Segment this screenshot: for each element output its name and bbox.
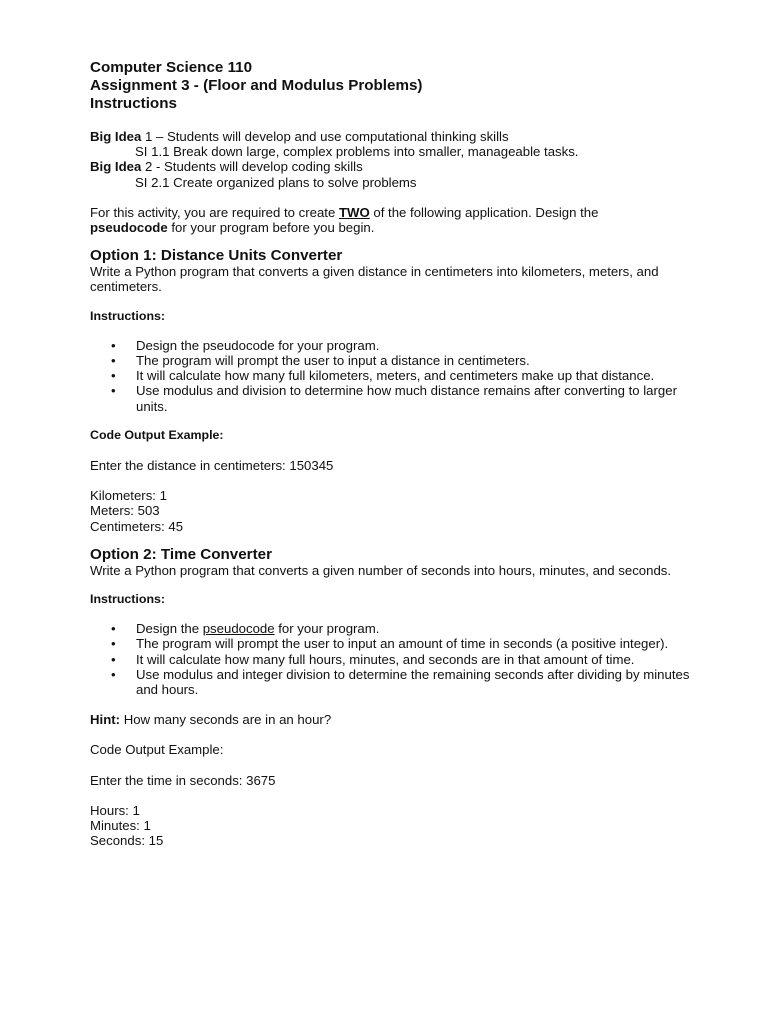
list-item: • The program will prompt the user to input a distance in centimeters. — [136, 353, 690, 368]
list-item: • The program will prompt the user to input an amount of time in seconds (a positive integer). — [136, 636, 690, 651]
si-1-1: SI 1.1 Break down large, complex problems into smaller, manageable tasks. — [135, 144, 579, 160]
hint-label: Hint: — [90, 712, 121, 728]
option-2-hint — [90, 712, 690, 727]
intro-text-2: of the following application. Design the — [369, 204, 599, 220]
big-idea-1-text: 1 – Students will develop and use computational thinking skills — [141, 129, 509, 144]
option-1-instruction-list — [90, 338, 690, 414]
option-1-code-label: Code Output Example: — [90, 427, 224, 442]
pseudocode-link: pseudocode — [202, 621, 275, 637]
document-page — [90, 59, 690, 849]
option-2-description: Write a Python program that converts a given number of seconds into hours, minutes, and seconds. — [90, 562, 672, 578]
hint-text: How many seconds are in an hour? — [120, 712, 332, 728]
output-line: Hours: 1 — [90, 802, 140, 818]
output-line: Meters: 503 — [90, 503, 160, 519]
output-line: Centimeters: 45 — [90, 518, 184, 534]
option-2-instructions-label: Instructions: — [90, 592, 166, 607]
option-1-output — [90, 488, 690, 534]
list-item: • Design the pseudocode for your program. — [136, 338, 690, 353]
option-2-output — [90, 803, 690, 849]
big-idea-1 — [90, 129, 690, 144]
instructions-title: Instructions — [90, 95, 177, 112]
big-ideas — [90, 129, 690, 190]
option-2-instruction-list — [90, 621, 690, 697]
list-item — [136, 621, 690, 636]
bullet-text: Design the — [136, 621, 203, 637]
list-item: • It will calculate how many full kilometers, meters, and centimeters make up that distance. — [136, 368, 690, 383]
list-item: • It will calculate how many full hours, minutes, and seconds are in that amount of time. — [136, 652, 690, 667]
si-2-1: SI 2.1 Create organized plans to solve problems — [135, 174, 417, 190]
option-1-description: Write a Python program that converts a given distance in centimeters into kilometers, meters, and centimeters. — [90, 264, 659, 295]
list-item: • Use modulus and division to determine how much distance remains after converting to larger units. — [136, 383, 690, 413]
list-item: • Use modulus and integer division to determine the remaining seconds after dividing by minutes and hours. — [136, 667, 690, 697]
course-title: Computer Science 110 — [90, 59, 253, 76]
bullet-text: for your program. — [274, 621, 380, 637]
option-2-heading: Option 2: Time Converter — [90, 545, 272, 563]
option-2-code-label: Code Output Example: — [90, 742, 224, 758]
option-1-instructions-label: Instructions: — [90, 308, 166, 323]
intro-pseudocode: pseudocode — [90, 220, 168, 236]
intro-text-3: for your program before you begin. — [167, 220, 375, 236]
intro-text-1: For this activity, you are required to create — [90, 204, 339, 220]
big-idea-2-label: Big Idea — [90, 159, 142, 175]
big-idea-2-text: 2 - Students will develop coding skills — [141, 159, 363, 175]
output-line: Kilometers: 1 — [90, 488, 167, 504]
option-1-heading: Option 1: Distance Units Converter — [90, 247, 343, 265]
option-1-prompt: Enter the distance in centimeters: 150345 — [90, 458, 334, 474]
output-line: Minutes: 1 — [90, 818, 151, 834]
assignment-title: Assignment 3 - (Floor and Modulus Problems) — [90, 77, 423, 94]
output-line: Seconds: 15 — [90, 833, 164, 849]
big-idea-1-label: Big Idea — [90, 129, 142, 144]
option-2-prompt: Enter the time in seconds: 3675 — [90, 772, 276, 788]
big-idea-2 — [90, 159, 690, 174]
intro-paragraph — [90, 205, 690, 235]
intro-two: TWO — [338, 204, 370, 220]
